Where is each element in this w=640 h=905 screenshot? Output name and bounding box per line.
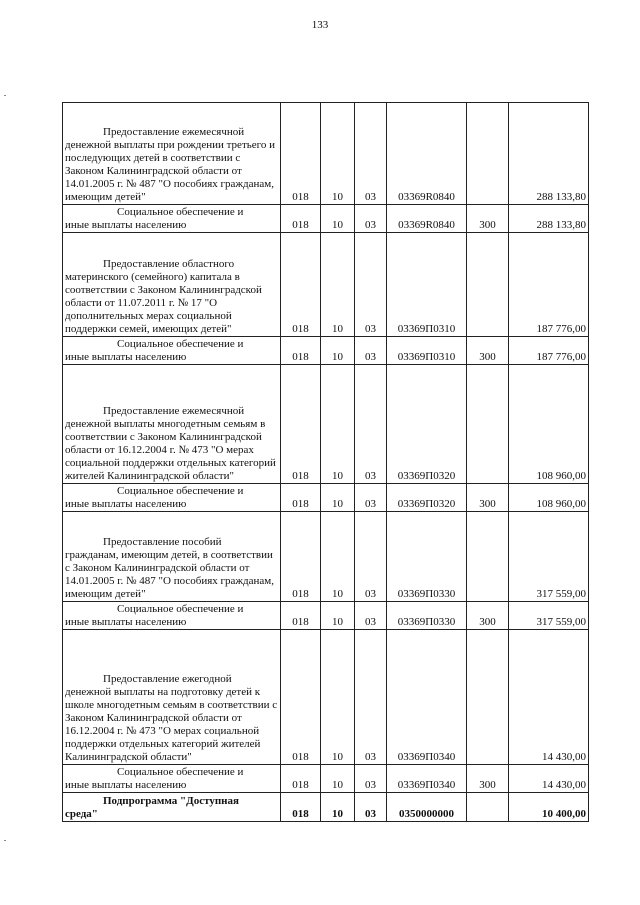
row-amount: 108 960,00	[509, 365, 589, 484]
row-name: Социальное обеспечение и иные выплаты населению	[63, 765, 281, 793]
row-amount: 288 133,80	[509, 103, 589, 205]
row-gr: 018	[281, 793, 321, 822]
row-rz: 10	[321, 337, 355, 365]
table-row	[63, 365, 589, 484]
row-name: Социальное обеспечение и иные выплаты населению	[63, 602, 281, 630]
row-rz: 10	[321, 484, 355, 512]
row-csr: 03369П0330	[387, 512, 467, 602]
row-pr: 03	[355, 602, 387, 630]
row-rz: 10	[321, 630, 355, 765]
row-rz: 10	[321, 765, 355, 793]
table-row	[63, 793, 589, 822]
row-rz: 10	[321, 602, 355, 630]
row-csr: 03369П0340	[387, 765, 467, 793]
row-vr: 300	[467, 765, 509, 793]
row-amount: 317 559,00	[509, 512, 589, 602]
table-row	[63, 765, 589, 793]
scan-mark	[4, 840, 6, 841]
table-row	[63, 103, 589, 205]
row-name: Предоставление областного материнского (семейного) капитала в соответствии с Законом Калининградской области от 11.07.2011 г. № 17 "О дополнительных мерах социальной поддержки семей, имеющих детей"	[63, 233, 281, 337]
row-amount: 288 133,80	[509, 205, 589, 233]
row-rz: 10	[321, 205, 355, 233]
row-name: Подпрограмма "Доступная среда"	[63, 793, 281, 822]
table-row	[63, 630, 589, 765]
row-csr: 03369П0310	[387, 233, 467, 337]
row-csr: 03369R0840	[387, 205, 467, 233]
page-number: 133	[311, 19, 329, 31]
row-gr: 018	[281, 205, 321, 233]
scan-mark	[4, 95, 6, 96]
row-amount: 317 559,00	[509, 602, 589, 630]
row-rz: 10	[321, 103, 355, 205]
row-vr	[467, 512, 509, 602]
table-row	[63, 233, 589, 337]
row-gr: 018	[281, 337, 321, 365]
table-row	[63, 484, 589, 512]
row-amount: 10 400,00	[509, 793, 589, 822]
row-csr: 03369П0310	[387, 337, 467, 365]
row-pr: 03	[355, 103, 387, 205]
row-pr: 03	[355, 484, 387, 512]
row-gr: 018	[281, 602, 321, 630]
row-pr: 03	[355, 205, 387, 233]
row-csr: 03369П0320	[387, 484, 467, 512]
row-gr: 018	[281, 512, 321, 602]
row-amount: 187 776,00	[509, 233, 589, 337]
row-vr	[467, 793, 509, 822]
row-csr: 03369П0340	[387, 630, 467, 765]
row-pr: 03	[355, 233, 387, 337]
row-vr: 300	[467, 337, 509, 365]
row-name: Социальное обеспечение и иные выплаты населению	[63, 205, 281, 233]
row-name: Предоставление ежемесячной денежной выплаты многодетным семьям в соответствии с Законом Калининградской области от 16.12.2004 г. № 473 "О мерах социальной поддержки отдельных категорий жителей Калининградской области"	[63, 365, 281, 484]
row-gr: 018	[281, 365, 321, 484]
row-csr: 03369П0330	[387, 602, 467, 630]
row-gr: 018	[281, 630, 321, 765]
row-pr: 03	[355, 630, 387, 765]
row-vr: 300	[467, 484, 509, 512]
row-pr: 03	[355, 793, 387, 822]
row-gr: 018	[281, 103, 321, 205]
row-rz: 10	[321, 793, 355, 822]
row-vr	[467, 630, 509, 765]
table-row	[63, 337, 589, 365]
row-gr: 018	[281, 765, 321, 793]
row-vr: 300	[467, 205, 509, 233]
row-gr: 018	[281, 233, 321, 337]
table-row	[63, 512, 589, 602]
row-name: Предоставление пособий гражданам, имеющим детей, в соответствии с Законом Калининградской области от 14.01.2005 г. № 487 "О пособиях гражданам, имеющим детей"	[63, 512, 281, 602]
row-csr: 03369П0320	[387, 365, 467, 484]
row-rz: 10	[321, 512, 355, 602]
row-pr: 03	[355, 337, 387, 365]
table-row	[63, 205, 589, 233]
row-amount: 108 960,00	[509, 484, 589, 512]
row-rz: 10	[321, 233, 355, 337]
table-row	[63, 602, 589, 630]
row-amount: 14 430,00	[509, 630, 589, 765]
row-gr: 018	[281, 484, 321, 512]
row-rz: 10	[321, 365, 355, 484]
row-vr: 300	[467, 602, 509, 630]
row-name: Предоставление ежегодной денежной выплаты на подготовку детей к школе многодетным семьям в соответствии с Законом Калининградской области от 16.12.2004 г. № 473 "О мерах социальной поддержки отдельных категорий жителей Калининградской области"	[63, 630, 281, 765]
row-vr	[467, 365, 509, 484]
row-amount: 14 430,00	[509, 765, 589, 793]
row-pr: 03	[355, 365, 387, 484]
row-amount: 187 776,00	[509, 337, 589, 365]
row-pr: 03	[355, 765, 387, 793]
row-vr	[467, 103, 509, 205]
row-csr: 0350000000	[387, 793, 467, 822]
row-vr	[467, 233, 509, 337]
row-csr: 03369R0840	[387, 103, 467, 205]
budget-table	[62, 102, 589, 822]
row-pr: 03	[355, 512, 387, 602]
row-name: Предоставление ежемесячной денежной выплаты при рождении третьего и последующих детей в соответствии с Законом Калининградской области от 14.01.2005 г. № 487 "О пособиях гражданам, имеющим детей"	[63, 103, 281, 205]
row-name: Социальное обеспечение и иные выплаты населению	[63, 337, 281, 365]
row-name: Социальное обеспечение и иные выплаты населению	[63, 484, 281, 512]
